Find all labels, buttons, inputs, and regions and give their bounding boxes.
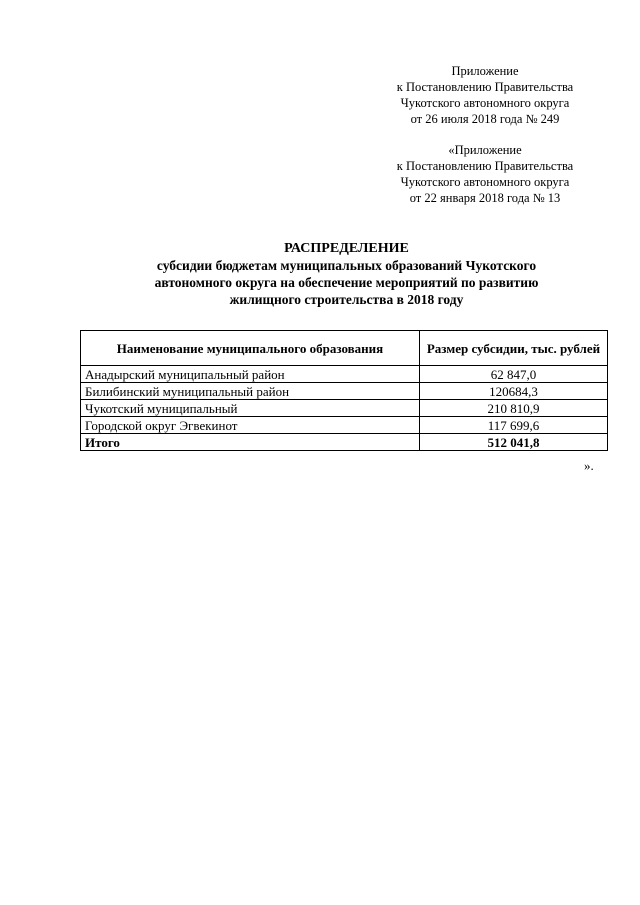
cell-name: Билибинский муниципальный район [81, 383, 420, 400]
annex-line: Чукотского автономного округа [400, 175, 570, 189]
title-line: субсидии бюджетам муниципальных образований Чукотского [156, 258, 537, 273]
title-heading: РАСПРЕДЕЛЕНИЕ [284, 241, 409, 256]
annex-line: от 22 января 2018 года № 13 [409, 191, 561, 205]
cell-amount: 120684,3 [420, 383, 608, 400]
cell-name: Чукотский муниципальный [81, 400, 420, 417]
column-header-name: Наименование муниципального образования [81, 331, 420, 366]
annex-line: «Приложение [448, 143, 522, 157]
annex-line: к Постановлению Правительства [396, 159, 574, 173]
title-line: жилищного строительства в 2018 году [229, 292, 464, 307]
table-row [81, 417, 608, 434]
annex-line: Приложение [451, 64, 519, 78]
annex-reference-previous [380, 142, 590, 206]
subsidy-table [80, 330, 608, 451]
annex-reference-current [380, 63, 590, 127]
title-line: автономного округа на обеспечение мероприятий по развитию [154, 275, 539, 290]
cell-name: Городской округ Эгвекинот [81, 417, 420, 434]
total-amount: 512 041,8 [420, 434, 608, 451]
total-label: Итого [81, 434, 420, 451]
table-row [81, 383, 608, 400]
table-total-row [81, 434, 608, 451]
annex-line: от 26 июля 2018 года № 249 [410, 112, 560, 126]
document-title [80, 240, 613, 308]
column-header-amount: Размер субсидии, тыс. рублей [420, 331, 608, 366]
table-row [81, 400, 608, 417]
cell-name: Анадырский муниципальный район [81, 366, 420, 383]
cell-amount: 62 847,0 [420, 366, 608, 383]
table-header-row [81, 331, 608, 366]
cell-amount: 210 810,9 [420, 400, 608, 417]
closing-quote-mark: ». [584, 458, 594, 473]
annex-line: Чукотского автономного округа [400, 96, 570, 110]
cell-amount: 117 699,6 [420, 417, 608, 434]
table-row [81, 366, 608, 383]
annex-line: к Постановлению Правительства [396, 80, 574, 94]
